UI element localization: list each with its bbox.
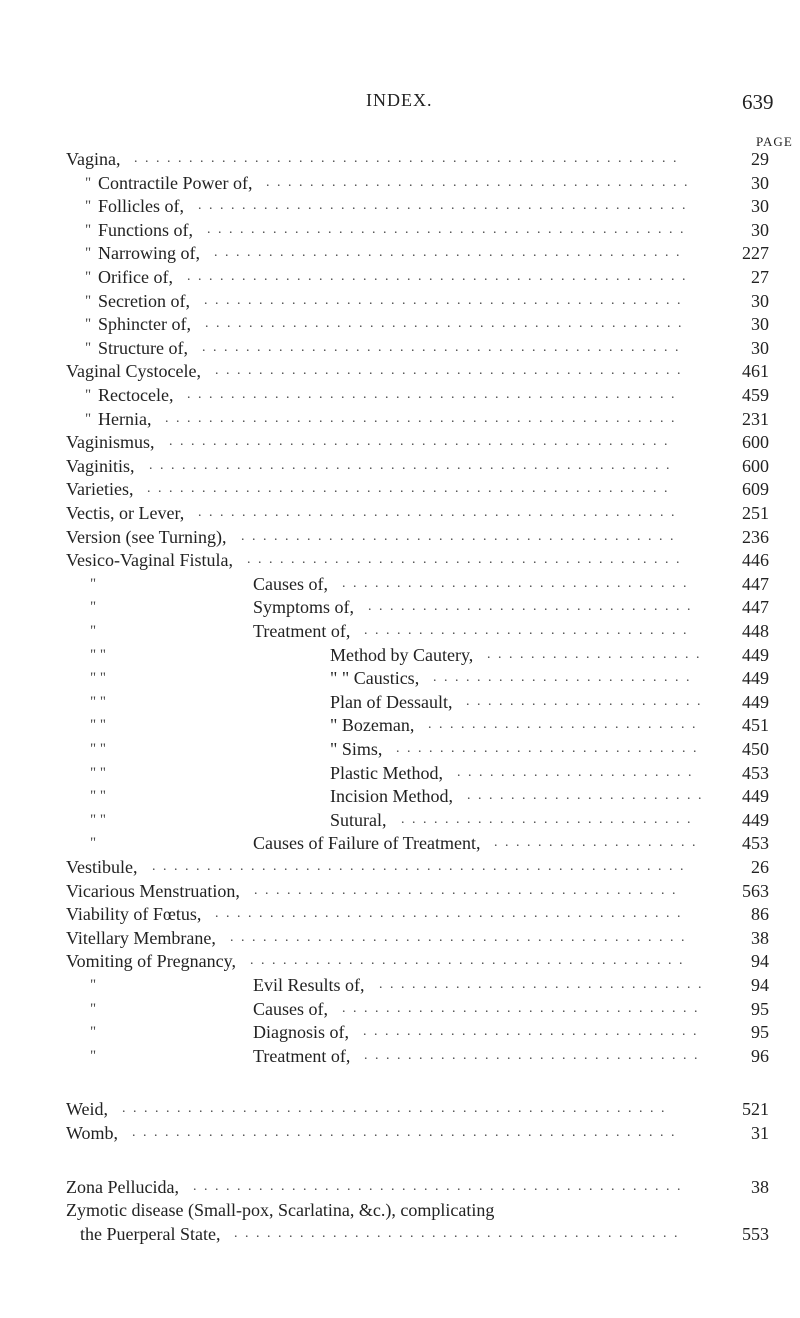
entry-label: Vaginismus, (66, 432, 155, 453)
entry-page: 236 (742, 526, 769, 547)
entry-label: " Bozeman, (330, 715, 415, 736)
entry-label: Vitellary Membrane, (66, 927, 216, 948)
ditto-mark: " (85, 221, 92, 238)
index-entry (0, 693, 800, 711)
index-entry (0, 976, 800, 994)
index-entry (0, 480, 800, 498)
index-entry (0, 787, 800, 805)
index-entry (0, 1047, 800, 1065)
entry-label: Version (see Turning), (66, 526, 227, 547)
entry-label: Diagnosis of, (253, 1022, 349, 1043)
entry-page: 30 (751, 196, 769, 217)
leader-dots: . . . . . . . . . . . . . . . . . . . . . . . . . (428, 717, 698, 733)
entry-label: Sutural, (330, 809, 387, 830)
entry-page: 31 (751, 1123, 769, 1143)
leader-dots: . . . . . . . . . . . . . . . . . . . . . . . . . . . . . . (364, 623, 689, 638)
entry-label: Contractile Power of, (98, 172, 253, 193)
index-entry (0, 410, 800, 428)
entry-page: 95 (751, 998, 769, 1019)
index-entry (0, 551, 800, 569)
entry-label: Sphincter of, (98, 314, 191, 335)
leader-dots: . . . . . . . . . . . . . . . . . . . . . . . . . . . . . . . . . . . . . . . (266, 174, 690, 190)
index-entry (0, 929, 800, 947)
leader-dots: . . . . . . . . . . . . . . . . . . . . . . . . . . . . . . . . (342, 575, 689, 591)
ditto-mark: " " (90, 811, 106, 828)
entry-page: 553 (742, 1223, 769, 1244)
index-entry (0, 1100, 800, 1118)
leader-dots: . . . . . . . . . . . . . . . . . . . . (487, 646, 702, 662)
index-entry (0, 1023, 800, 1041)
leader-dots: . . . . . . . . . . . . . . . . . . . . . . . . . . . . . . . . . . . . . . . . . . . . . . . . (149, 457, 672, 473)
leader-dots: . . . . . . . . . . . . . . . . . . . . . . . . . . . . . . . . . . . . . . . . . . . . . (193, 1178, 683, 1194)
entry-page: 449 (742, 786, 769, 807)
index-entry (0, 1225, 800, 1243)
entry-page: 29 (751, 149, 769, 169)
index-entry (0, 339, 800, 357)
index-entry (0, 716, 800, 734)
leader-dots: . . . . . . . . . . . . . . . . . . . . . . . . . . . . . . . . . . . . . . . . . . . . . . . . . . (132, 1125, 677, 1140)
index-entry (0, 457, 800, 475)
leader-dots: . . . . . . . . . . . . . . . . . . . . . . . . . . . . . . . . . . . . . . . . . . . (214, 245, 682, 261)
leader-dots: . . . . . . . . . . . . . . . . . . . . . . . . . . . . . . . . . . . . . . . . . . . . . . . . . . (122, 1101, 667, 1117)
entry-page: 600 (742, 455, 769, 476)
leader-dots: . . . . . . . . . . . . . . . . . . . . . . (467, 788, 704, 804)
entry-label: Rectocele, (98, 385, 174, 405)
entry-page: 27 (751, 267, 769, 287)
leader-dots: . . . . . . . . . . . . . . . . . . . . . . . . . . . . . . . . . . . . . . . . (241, 528, 676, 544)
index-entry (0, 740, 800, 758)
entry-label: Incision Method, (330, 786, 453, 807)
entry-page: 30 (751, 219, 769, 240)
index-entry (0, 386, 800, 404)
entry-label: Method by Cautery, (330, 644, 474, 665)
entry-page: 451 (742, 715, 769, 736)
ditto-mark: " (85, 292, 92, 309)
ditto-mark: " (90, 1024, 97, 1041)
leader-dots: . . . . . . . . . . . . . . . . . . . . . . . . . . . . . . . . . . . . . . . . . . . (215, 363, 683, 379)
index-entry (0, 1124, 800, 1142)
ditto-mark: " (85, 269, 92, 285)
ditto-mark: " (90, 623, 97, 639)
leader-dots: . . . . . . . . . . . . . . . . . . . . . . . . . . . . . . . . . . . . . . . . . . (230, 929, 687, 945)
index-entry (0, 221, 800, 239)
entry-page: 446 (742, 550, 769, 571)
entry-page: 449 (742, 668, 769, 689)
entry-label: the Puerperal State, (80, 1223, 221, 1244)
entry-page: 449 (742, 644, 769, 665)
leader-dots: . . . . . . . . . . . . . . . . . . . . . . . . . . . . (396, 741, 699, 756)
ditto-mark: " (85, 316, 92, 333)
entry-page: 449 (742, 809, 769, 830)
entry-label: Vagina, (66, 149, 121, 169)
leader-dots: . . . . . . . . . . . . . . . . . . . . . . . . . . . . . . (368, 599, 693, 615)
page-header (0, 90, 800, 120)
entry-page: 251 (742, 503, 769, 523)
ditto-mark: " (90, 1000, 97, 1017)
entry-page: 461 (742, 361, 769, 382)
entry-label: Functions of, (98, 219, 194, 240)
entry-label: Womb, (66, 1123, 119, 1143)
entry-page: 30 (751, 290, 769, 311)
index-entry (0, 1178, 800, 1196)
ditto-mark: " " (90, 764, 106, 781)
leader-dots: . . . . . . . . . . . . . . . . . . . . . . . . (433, 670, 692, 686)
index-entry (0, 858, 800, 876)
index-entry (0, 362, 800, 380)
entry-label: Weid, (66, 1099, 109, 1120)
entry-label: Treatment of, (253, 1045, 351, 1066)
page-column-label: PAGE (756, 134, 793, 149)
index-entry (0, 268, 800, 286)
entry-label: Vaginitis, (66, 455, 135, 476)
leader-dots: . . . . . . . . . . . . . . . . . . . . . . (466, 693, 703, 709)
leader-dots: . . . . . . . . . . . . . . . . . . . . . . . . . . . . . . . . . . . . . . . . . (234, 1225, 680, 1241)
entry-page: 453 (742, 833, 769, 854)
entry-page: 609 (742, 479, 769, 500)
ditto-mark: " (85, 339, 92, 356)
index-entry (0, 764, 800, 782)
leader-dots: . . . . . . . . . . . . . . . . . . . . . . . . . . . . . . (379, 977, 704, 992)
leader-dots: . . . . . . . . . . . . . . . . . . . . . . . . . . . . . . . . . . . . . . . . . . . . . . . . . . (134, 151, 679, 166)
leader-dots: . . . . . . . . . . . . . . . . . . . . . . . . . . . . . . . . . . . . . . . . . . . . (205, 316, 684, 332)
page-number: 639 (742, 90, 774, 114)
entry-label: Follicles of, (98, 196, 184, 217)
entry-page: 453 (742, 762, 769, 783)
entry-page: 459 (742, 385, 769, 405)
index-entry (0, 504, 800, 522)
entry-label: Zymotic disease (Small-pox, Scarlatina, &c.), complicating (66, 1200, 495, 1221)
ditto-mark: " (90, 1047, 97, 1064)
entry-label: Vestibule, (66, 857, 138, 877)
entry-page: 38 (751, 1176, 769, 1197)
ditto-mark: " (90, 977, 97, 993)
ditto-mark: " (85, 198, 92, 215)
entry-page: 447 (742, 573, 769, 594)
ditto-mark: " " (90, 670, 106, 687)
index-entry (0, 646, 800, 664)
ditto-mark: " " (90, 717, 106, 734)
entry-label: Causes of Failure of Treatment, (253, 833, 481, 854)
entry-label: Symptoms of, (253, 597, 355, 618)
leader-dots: . . . . . . . . . . . . . . . . . . . . . . . . . . . . . . . . . . . . . . . . . . . . . . (187, 269, 688, 284)
entry-label: Narrowing of, (98, 243, 200, 264)
entry-page: 450 (742, 739, 769, 759)
leader-dots: . . . . . . . . . . . . . . . . . . . . . . . . . . . . . . . (363, 1024, 699, 1040)
index-entry (0, 528, 800, 546)
leader-dots: . . . . . . . . . . . . . . . . . . . . . . . . . . . . . . . . . . . . . . . (254, 882, 678, 898)
entry-page: 447 (742, 597, 769, 618)
entry-label: Vesico-Vaginal Fistula, (66, 550, 233, 571)
entry-page: 600 (742, 432, 769, 453)
entry-page: 30 (751, 337, 769, 358)
leader-dots: . . . . . . . . . . . . . . . . . . . (494, 835, 698, 851)
leader-dots: . . . . . . . . . . . . . . . . . . . . . . . . . . . . . . . . . . . . . . . . . . . . . (187, 387, 677, 402)
index-entry (0, 315, 800, 333)
leader-dots: . . . . . . . . . . . . . . . . . . . . . . . . . . . (401, 811, 693, 827)
entry-label: Structure of, (98, 337, 188, 358)
leader-dots: . . . . . . . . . . . . . . . . . . . . . . . . . . . . . . . . . . . . . . . . . . . . . . . . . (152, 859, 686, 874)
ditto-mark: " " (90, 646, 106, 663)
leader-dots: . . . . . . . . . . . . . . . . . . . . . . . . . . . . . . . . . . . . . . . . (247, 552, 682, 568)
index-entry (0, 905, 800, 923)
leader-dots: . . . . . . . . . . . . . . . . . . . . . . . . . . . . . . . . . . . . . . . . . . . . (198, 505, 677, 520)
entry-page: 227 (742, 243, 769, 264)
index-entry (0, 197, 800, 215)
entry-label: Vectis, or Lever, (66, 503, 185, 523)
entry-page: 231 (742, 408, 769, 429)
entry-label: Plan of Dessault, (330, 691, 453, 712)
entry-page: 448 (742, 621, 769, 641)
entry-label: " " Caustics, (330, 668, 420, 689)
entry-label: Causes of, (253, 573, 328, 594)
ditto-mark: " (85, 410, 92, 427)
spacer (0, 1070, 800, 1088)
ditto-mark: " " (90, 788, 106, 805)
leader-dots: . . . . . . . . . . . . . . . . . . . . . . . . . . . . . . . . . . . . . . . . . . . . . . . . (147, 481, 670, 497)
entry-page: 38 (751, 927, 769, 948)
running-title: INDEX. (366, 90, 433, 110)
entry-label: Zona Pellucida, (66, 1176, 179, 1197)
leader-dots: . . . . . . . . . . . . . . . . . . . . . . . . . . . . . . . . . . . . . . . . . . . (215, 906, 683, 922)
leader-dots: . . . . . . . . . . . . . . . . . . . . . . . . . . . . . . . . . . . . . . . . . . . . (207, 221, 686, 237)
ditto-mark: " (90, 599, 97, 616)
index-entry (0, 598, 800, 616)
ditto-mark: " (90, 575, 97, 592)
entry-page: 30 (751, 314, 769, 335)
entry-page: 563 (742, 880, 769, 901)
entry-page: 30 (751, 172, 769, 193)
entry-page: 94 (751, 951, 769, 972)
entry-label: Orifice of, (98, 267, 173, 287)
entry-label: Viability of Fœtus, (66, 904, 202, 925)
ditto-mark: " (90, 835, 97, 852)
entry-page: 26 (751, 857, 769, 877)
entry-label: Vicarious Menstruation, (66, 880, 240, 901)
ditto-mark: " (85, 245, 92, 262)
index-entry (0, 174, 800, 192)
entry-label: Causes of, (253, 998, 328, 1019)
entry-label: Treatment of, (253, 621, 351, 641)
index-entry (0, 575, 800, 593)
leader-dots: . . . . . . . . . . . . . . . . . . . . . . . . . . . . . . . . . (342, 1000, 700, 1016)
leader-dots: . . . . . . . . . . . . . . . . . . . . . . . . . . . . . . . . . . . . . . . . . . . . (202, 339, 681, 355)
ditto-mark: " " (90, 741, 106, 757)
index-entry (0, 1000, 800, 1018)
entry-page: 94 (751, 975, 769, 995)
spacer (0, 1148, 800, 1166)
entry-label: Vaginal Cystocele, (66, 361, 201, 382)
entry-page: 521 (742, 1099, 769, 1120)
leader-dots: . . . . . . . . . . . . . . . . . . . . . . . . . . . . . . . . . . . . . . . . . . . . . (198, 198, 688, 214)
entry-page: 449 (742, 691, 769, 712)
index-entry (0, 292, 800, 310)
entry-label: " Sims, (330, 739, 383, 759)
entry-page: 96 (751, 1045, 769, 1066)
index-entry (0, 834, 800, 852)
leader-dots: . . . . . . . . . . . . . . . . . . . . . . . . . . . . . . . . . . . . . . . . . . . . . . . (165, 410, 677, 426)
index-entry (0, 952, 800, 970)
index-entry (0, 244, 800, 262)
index-entry (0, 1201, 800, 1219)
entry-page: 86 (751, 904, 769, 925)
index-entry (0, 433, 800, 451)
leader-dots: . . . . . . . . . . . . . . . . . . . . . . . . . . . . . . . . . . . . . . . . . . . . . . (169, 434, 670, 450)
leader-dots: . . . . . . . . . . . . . . . . . . . . . . . . . . . . . . . (364, 1047, 700, 1063)
ditto-mark: " " (90, 693, 106, 710)
entry-label: Vomiting of Pregnancy, (66, 951, 236, 972)
entry-label: Plastic Method, (330, 762, 443, 783)
entry-label: Hernia, (98, 408, 152, 429)
ditto-mark: " (85, 174, 92, 191)
entry-label: Evil Results of, (253, 975, 365, 995)
entry-label: Secretion of, (98, 290, 190, 311)
entry-page: 95 (751, 1022, 769, 1043)
index-entry (0, 150, 800, 168)
ditto-mark: " (85, 387, 92, 403)
index-entry (0, 811, 800, 829)
index-entry (0, 882, 800, 900)
index-entry (0, 669, 800, 687)
leader-dots: . . . . . . . . . . . . . . . . . . . . . . . . . . . . . . . . . . . . . . . . (250, 953, 685, 969)
index-entry (0, 622, 800, 640)
leader-dots: . . . . . . . . . . . . . . . . . . . . . . . . . . . . . . . . . . . . . . . . . . . . (204, 292, 683, 308)
entry-label: Varieties, (66, 479, 134, 500)
leader-dots: . . . . . . . . . . . . . . . . . . . . . . (457, 764, 694, 780)
